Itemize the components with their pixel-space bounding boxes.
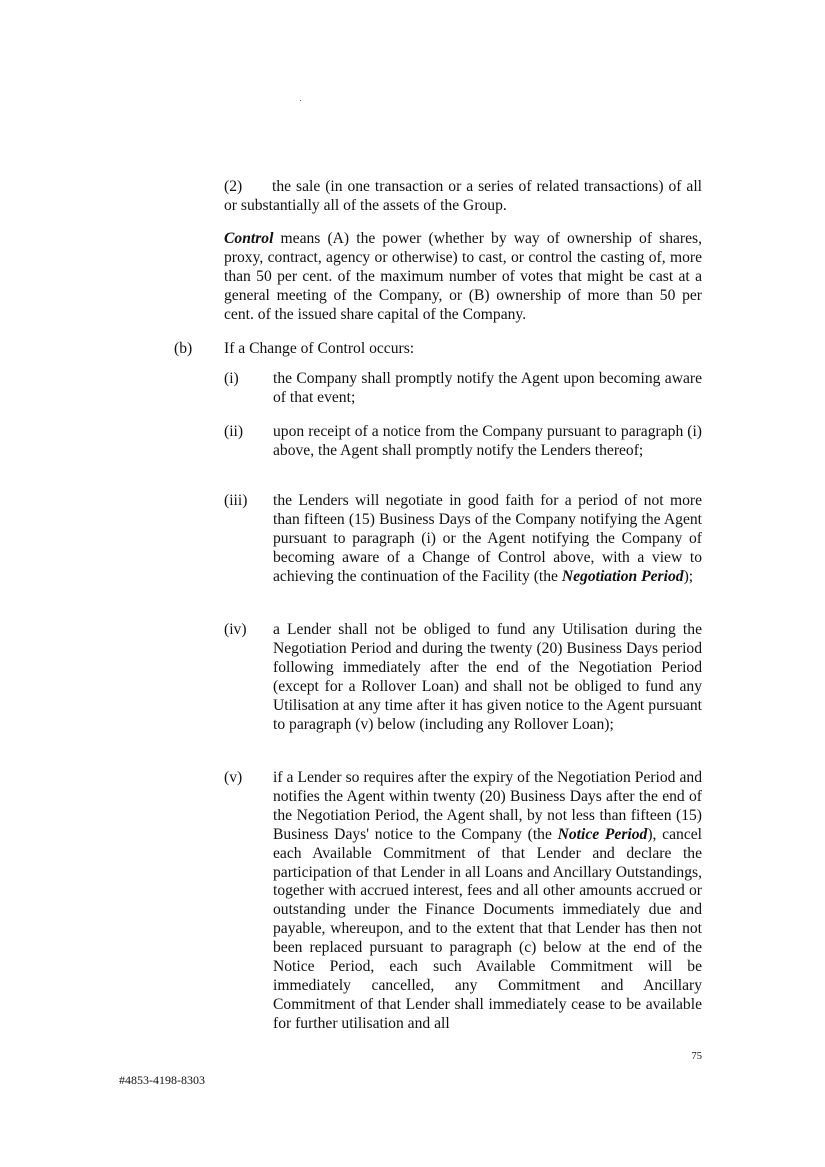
list-item-text: the Company shall promptly notify the Agent upon becoming aware of that event; xyxy=(273,370,702,406)
list-item-label: (i) xyxy=(224,370,239,387)
document-id: #4853-4198-8303 xyxy=(119,1073,205,1087)
list-item-label: (v) xyxy=(224,769,243,786)
para-2-text: the sale (in one transaction or a series of related transactions) of all or substantially all of the assets of the Group. xyxy=(224,178,702,214)
clause-b-text: If a Change of Control occurs: xyxy=(224,340,415,357)
notice-period-term: Notice Period xyxy=(557,825,648,843)
list-item-text: upon receipt of a notice from the Company pursuant to paragraph (i) above, the Agent shall promptly notify the Lenders thereof; xyxy=(273,423,702,459)
list-item-label: (iv) xyxy=(224,621,247,638)
negotiation-period-term: Negotiation Period xyxy=(561,567,684,585)
list-item-text-before: the Lenders will negotiate in good faith for a period of not more than fifteen (15) Business Days of the Company notifying the Agent pursuant to paragraph (i) or the Agent notifying the Company of becoming aware of a Change of Control above, with a view to achieving the continuation of the Facility (the xyxy=(273,492,702,585)
control-definition-text: means (A) the power (whether by way of ownership of shares, proxy, contract, agency or otherwise) to cast, or control the casting of, more than 50 per cent. of the maximum number of votes that might be cast at a general meeting of the Company, or (B) ownership of more than 50 per cent. of the issued share capital of the Company. xyxy=(224,230,702,323)
list-item-text-after: ), cancel each Available Commitment of that Lender and declare the participation of that Lender in all Loans and Ancillary Outstandings, together with accrued interest, fees and all other amounts accrued or outstanding under the Finance Documents immediately due and payable, whereupon, and to the extent that that Lender has then not been replaced pursuant to paragraph (c) below at the end of the Notice Period, each such Available Commitment will be immediately cancelled, any Commitment and Ancillary Commitment of that Lender shall immediately cease to be available for further utilisation and all xyxy=(273,825,702,1032)
control-term: Control xyxy=(224,230,274,247)
para-2-label: (2) xyxy=(224,178,243,195)
list-item-text xyxy=(273,492,702,587)
page-number: 75 xyxy=(691,1051,702,1062)
list-item-text-after: ); xyxy=(683,567,694,585)
list-item-text-before: if a Lender so requires after the expiry of the Negotiation Period and notifies the Agent within twenty (20) Business Days after the end of the Negotiation Period, the Agent shall, by not less than fifteen (15) Business Days' notice to the Company (the xyxy=(273,769,702,843)
clause-b-label: (b) xyxy=(174,340,193,357)
list-item-text: a Lender shall not be obliged to fund any Utilisation during the Negotiation Period and during the twenty (20) Business Days period following immediately after the end of the Negotiation Period (except for a Rollover Loan) and shall not be obliged to fund any Utilisation at any time after it has given notice to the Agent pursuant to paragraph (v) below (including any Rollover Loan); xyxy=(273,621,702,733)
list-item-label: (ii) xyxy=(224,423,244,440)
list-item-label: (iii) xyxy=(224,492,248,509)
scan-dot xyxy=(300,100,301,101)
control-definition xyxy=(224,230,702,325)
list-item-text xyxy=(273,769,702,1034)
